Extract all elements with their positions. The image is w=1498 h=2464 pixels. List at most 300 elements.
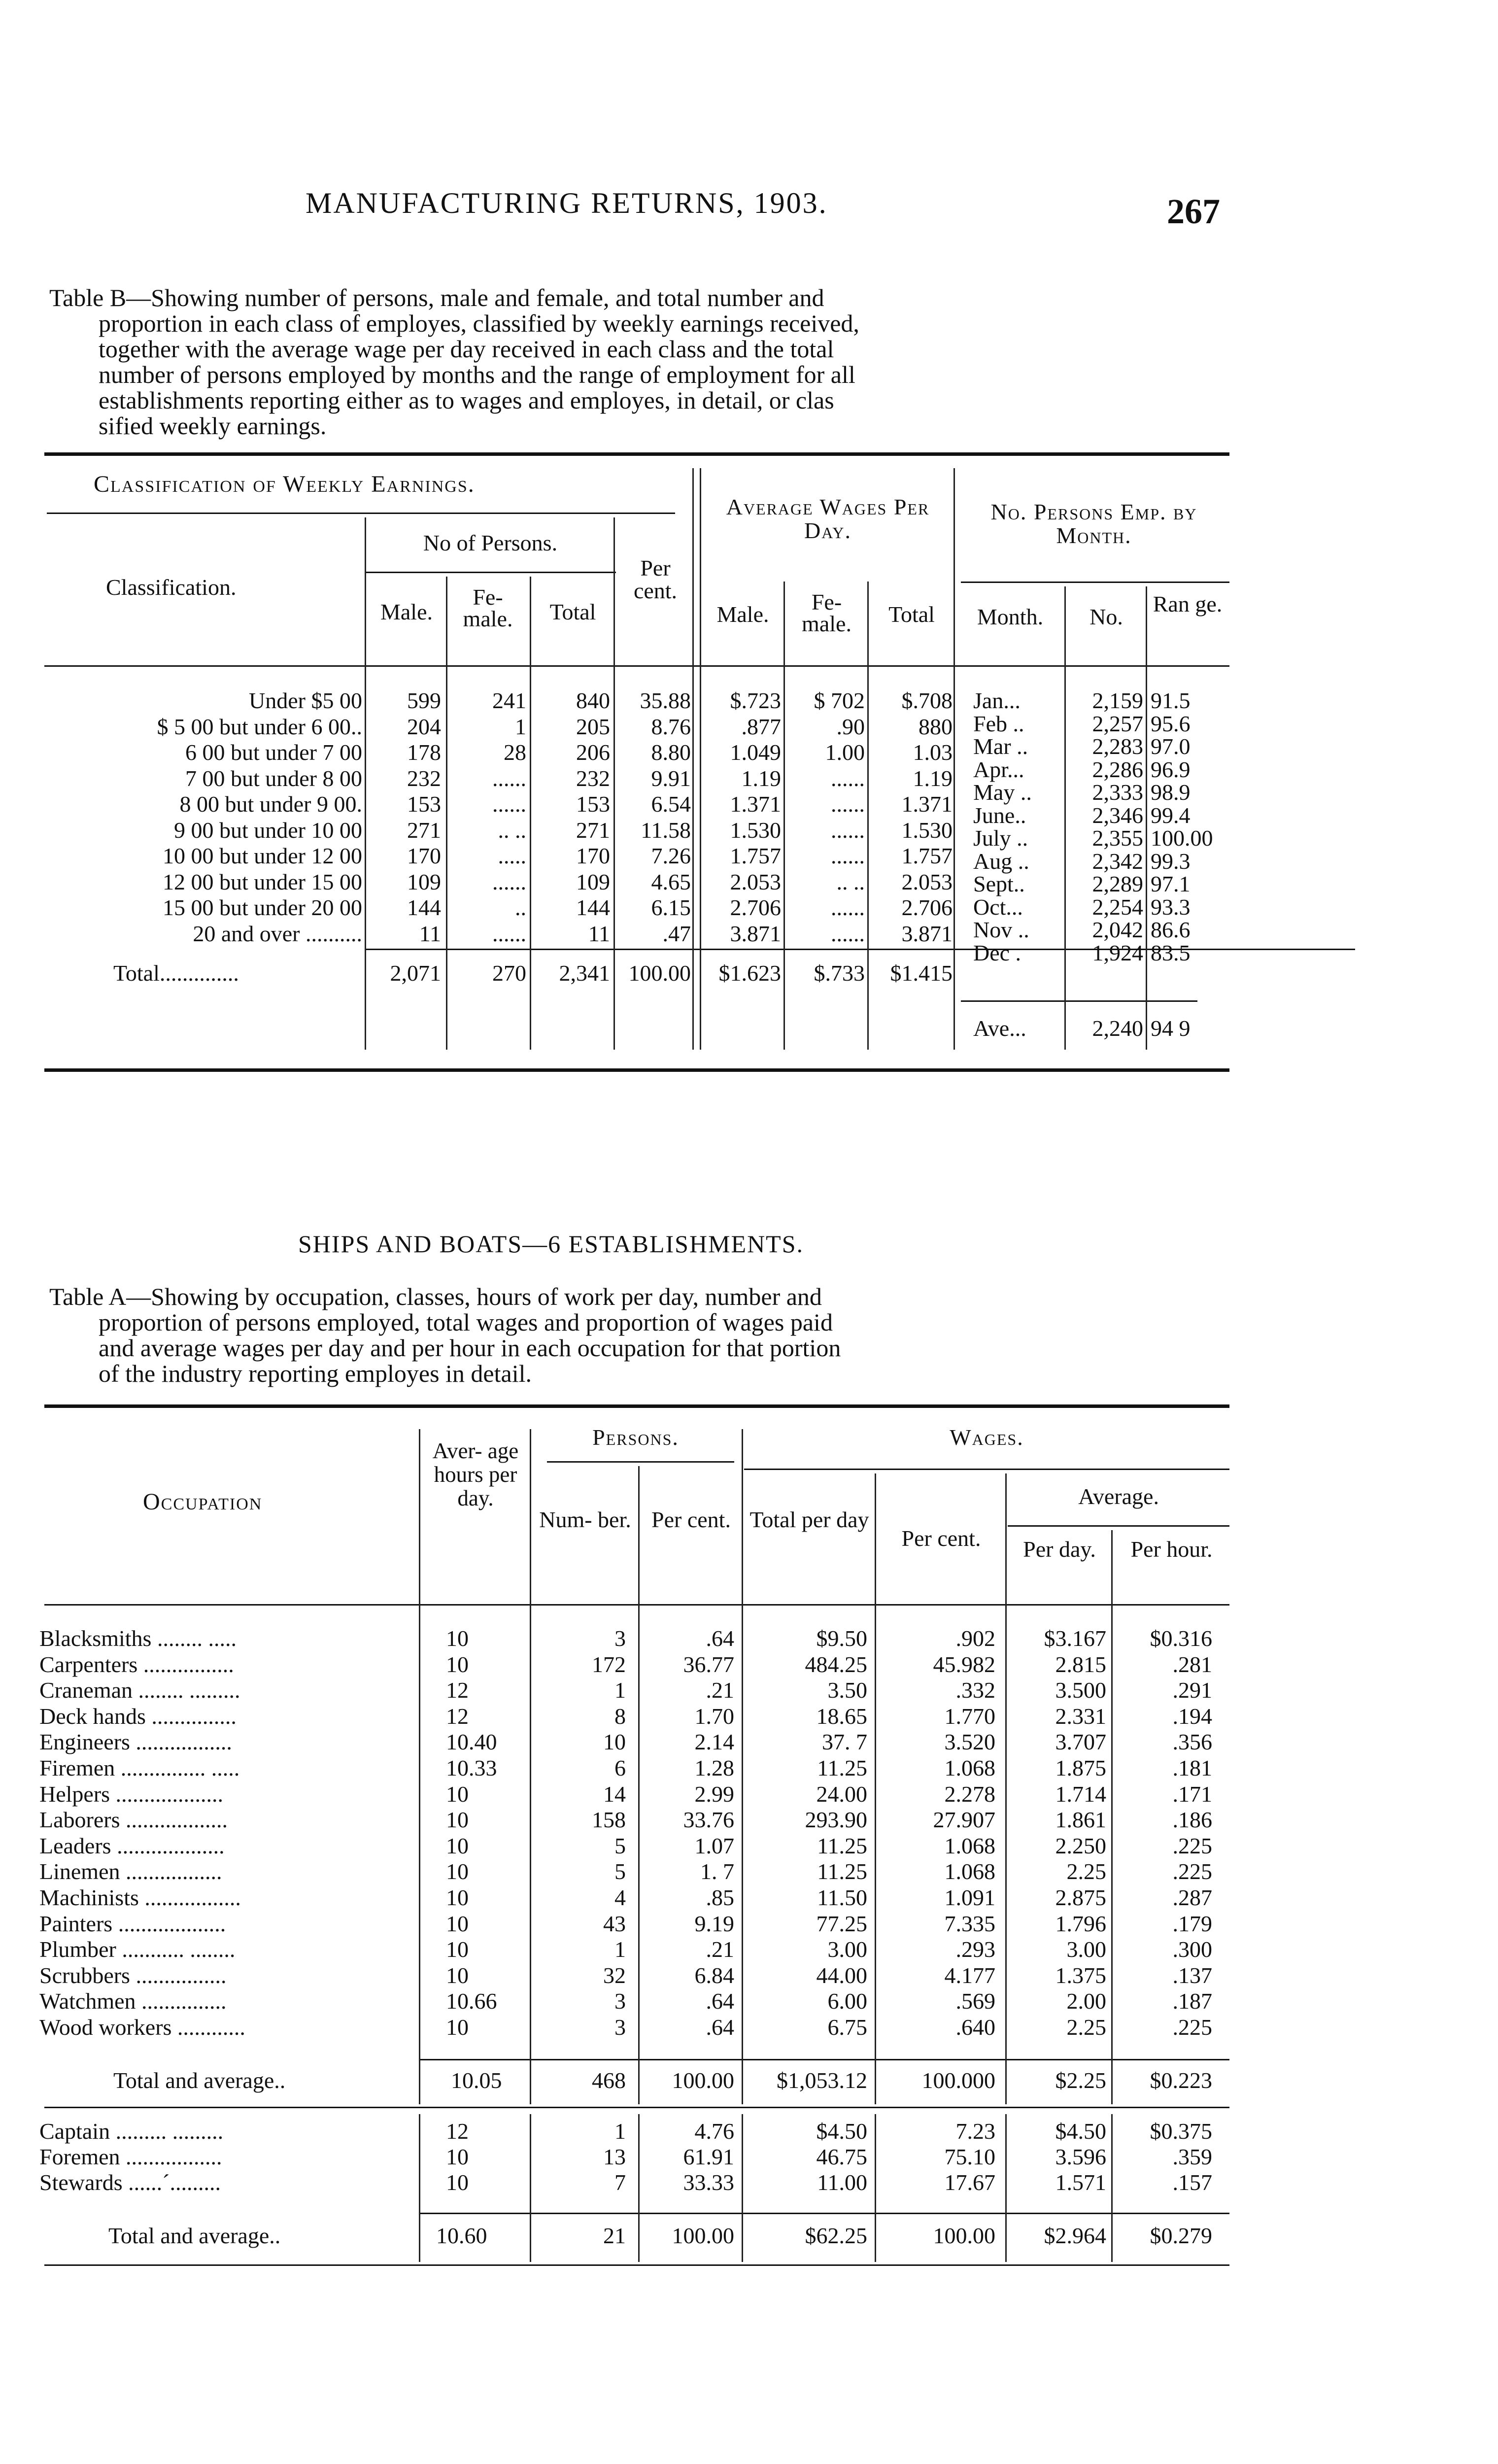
cell-hours: 10 <box>446 1937 469 1962</box>
cell-occupation: Craneman ........ ......... <box>39 1677 240 1703</box>
header-wages-per-cent: Per cent. <box>901 1526 981 1551</box>
cell-occupation: Plumber ........... ........ <box>39 1937 236 1962</box>
cell-wages-per-cent: 7.23 <box>955 2119 995 2144</box>
cell-wage-total: 880 <box>919 714 953 739</box>
cell-month: May .. <box>973 780 1032 805</box>
cell-number: 21 <box>603 2223 626 2248</box>
cell-hours: 10 <box>446 2015 469 2040</box>
cell-female: ...... <box>492 869 526 894</box>
cell-month-range: 83.5 <box>1151 940 1191 965</box>
cell-month: Aug .. <box>973 848 1029 874</box>
cell-number: 172 <box>592 1651 626 1677</box>
cell-female: 28 <box>504 740 526 765</box>
cell-male: 11 <box>419 921 441 946</box>
row-label: Total.............. <box>113 960 239 986</box>
cell-number: 8 <box>614 1703 626 1729</box>
table-b-bottom-rule <box>44 1068 1229 1072</box>
cell-per-hour: .187 <box>1172 1988 1212 2014</box>
cell-total-per-day: 18.65 <box>816 1703 867 1729</box>
cell-per-hour: .194 <box>1172 1703 1212 1729</box>
cell-month: Feb .. <box>973 711 1024 736</box>
cell-total-per-day: 11.25 <box>817 1755 867 1780</box>
header-average-wages: Average Wages Per Day. <box>726 494 930 543</box>
cell-per-cent: 4.65 <box>651 869 691 894</box>
cell-per-hour: $0.316 <box>1150 1626 1212 1651</box>
cell-wages-per-cent: 27.907 <box>933 1807 995 1833</box>
cell-wages-per-cent: .332 <box>955 1677 995 1703</box>
row-label: 20 and over .......... <box>193 921 362 946</box>
divider <box>530 1429 531 2104</box>
cell-wages-per-cent: 100.00 <box>933 2223 995 2248</box>
ships-section-title: SHIPS AND BOATS—6 ESTABLISHMENTS. <box>298 1230 804 1258</box>
cell-number: 1 <box>614 2119 626 2144</box>
cell-hours: 10 <box>446 1885 469 1910</box>
cell-month-no: 2,283 <box>1092 734 1143 759</box>
cell-occupation: Laborers .................. <box>39 1807 228 1833</box>
divider <box>638 1466 640 2104</box>
cell-hours: 10 <box>446 1651 469 1677</box>
cell-per-day: 1.571 <box>1055 2170 1106 2195</box>
cell-wages-per-cent: 7.335 <box>944 1911 995 1936</box>
cell-month-no: 1,924 <box>1092 940 1143 965</box>
cell-month: Mar .. <box>973 734 1028 759</box>
cell-hours: 12 <box>446 1703 469 1729</box>
cell-wage-total: 3.871 <box>901 921 953 946</box>
cell-per-day: 3.00 <box>1066 1937 1106 1962</box>
cell-per-day: 2.815 <box>1055 1651 1106 1677</box>
cell-month-range: 99.4 <box>1151 802 1191 828</box>
cell-occupation: Helpers ................... <box>39 1781 224 1807</box>
row-label: 7 00 but under 8 00 <box>185 765 362 791</box>
cell-per-cent: 100.00 <box>672 2068 734 2093</box>
cell-wages-per-cent: 1.091 <box>944 1885 995 1910</box>
cell-per-cent: .64 <box>706 2015 734 2040</box>
cell-number: 14 <box>603 1781 626 1807</box>
cell-per-hour: .225 <box>1172 1833 1212 1858</box>
cell-wage-total: 1.19 <box>913 765 953 791</box>
cell-total: 153 <box>576 791 610 817</box>
rule <box>365 572 616 573</box>
cell-per-day: 2.250 <box>1055 1833 1106 1858</box>
cell-month-range: 95.6 <box>1151 711 1191 736</box>
cell-wages-per-cent: 1.770 <box>944 1703 995 1729</box>
cell-month-no: 2,342 <box>1092 848 1143 874</box>
cell-per-hour: .287 <box>1172 1885 1212 1910</box>
cell-per-hour: .359 <box>1172 2144 1212 2169</box>
cell-wages-per-cent: 2.278 <box>944 1781 995 1807</box>
cell-per-cent: 33.33 <box>683 2170 734 2195</box>
cell-month: Jan... <box>973 688 1021 713</box>
cell-per-day: 1.875 <box>1055 1755 1106 1780</box>
rule <box>419 2059 1229 2060</box>
cell-wage-male: 2.053 <box>730 869 781 894</box>
cell-month-no: 2,289 <box>1092 871 1143 896</box>
cell-hours: 10 <box>446 1911 469 1936</box>
rule <box>419 2213 1229 2214</box>
caption-line: together with the average wage per day received in each class and the total <box>99 335 834 363</box>
cell-month: Nov .. <box>973 917 1029 942</box>
cell-wages-per-cent: 45.982 <box>933 1651 995 1677</box>
cell-per-cent: 7.26 <box>651 843 691 868</box>
cell-wage-female: $.733 <box>814 960 865 986</box>
cell-occupation: Stewards ......´......... <box>39 2170 221 2195</box>
row-label: 6 00 but under 7 00 <box>185 740 362 765</box>
cell-per-cent: 1.70 <box>694 1703 734 1729</box>
cell-occupation: Total and average.. <box>113 2068 286 2093</box>
cell-per-day: $4.50 <box>1055 2119 1106 2144</box>
header-per-hour: Per hour. <box>1130 1537 1213 1562</box>
cell-male: 2,071 <box>390 960 441 986</box>
header-wage-female: Fe- male. <box>802 589 851 636</box>
caption-line: number of persons employed by months and the range of employment for all <box>99 361 855 388</box>
cell-per-cent: 6.84 <box>694 1962 734 1988</box>
cell-hours: 10 <box>446 1781 469 1807</box>
cell-wage-female: ...... <box>831 843 865 868</box>
cell-total-per-day: 46.75 <box>816 2144 867 2169</box>
cell-number: 1 <box>614 1937 626 1962</box>
cell-wages-per-cent: 17.67 <box>944 2170 995 2195</box>
header-no: No. <box>1089 604 1123 629</box>
divider <box>1146 586 1147 1050</box>
cell-per-hour: .291 <box>1172 1677 1212 1703</box>
cell-hours: 10 <box>446 1807 469 1833</box>
cell-per-cent: .85 <box>706 1885 734 1910</box>
cell-wage-female: ...... <box>831 791 865 817</box>
divider <box>783 582 785 1050</box>
cell-per-cent: 100.00 <box>628 960 691 986</box>
cell-per-hour: .356 <box>1172 1729 1212 1755</box>
cell-hours: 10 <box>446 1962 469 1988</box>
cell-wage-total: $.708 <box>901 688 953 713</box>
cell-total-per-day: 11.50 <box>817 1885 867 1910</box>
header-occupation: Occupation <box>143 1489 263 1515</box>
row-label: 8 00 but under 9 00. <box>179 791 362 817</box>
divider <box>1111 2114 1113 2262</box>
cell-month: Sept.. <box>973 871 1025 896</box>
cell-hours: 12 <box>446 2119 469 2144</box>
cell-per-cent: .21 <box>706 1937 734 1962</box>
cell-total-per-day: 6.75 <box>827 2015 867 2040</box>
cell-total: 11 <box>588 921 610 946</box>
caption-line: of the industry reporting employes in detail. <box>99 1360 532 1387</box>
cell-month-range: 99.3 <box>1151 848 1191 874</box>
cell-month-no: 2,333 <box>1092 780 1143 805</box>
cell-per-day: $3.167 <box>1044 1626 1106 1651</box>
cell-total: 205 <box>576 714 610 739</box>
cell-per-cent: 9.19 <box>694 1911 734 1936</box>
cell-per-cent: 4.76 <box>694 2119 734 2144</box>
row-label: $ 5 00 but under 6 00.. <box>157 714 362 739</box>
rule <box>47 513 675 514</box>
cell-female: ...... <box>492 791 526 817</box>
rule <box>1008 1525 1229 1527</box>
divider <box>875 1473 876 2104</box>
cell-occupation: Machinists ................. <box>39 1885 241 1910</box>
cell-wage-total: 1.03 <box>913 740 953 765</box>
cell-number: 1 <box>614 1677 626 1703</box>
rule <box>547 1461 734 1463</box>
cell-month: Oct... <box>973 894 1023 920</box>
cell-per-day: 1.375 <box>1055 1962 1106 1988</box>
cell-number: 5 <box>614 1859 626 1884</box>
cell-occupation: Engineers ................. <box>39 1729 232 1755</box>
cell-female: .. .. <box>498 817 526 843</box>
cell-female: ...... <box>492 921 526 946</box>
divider <box>1111 1530 1113 2104</box>
cell-female: ..... <box>498 843 526 868</box>
cell-per-cent: 35.88 <box>640 688 691 713</box>
cell-wage-female: .. .. <box>836 869 865 894</box>
cell-per-hour: .225 <box>1172 2015 1212 2040</box>
caption-line: Table B—Showing number of persons, male and female, and total number and <box>49 284 824 311</box>
row-label: 12 00 but under 15 00 <box>162 869 362 894</box>
cell-per-cent: 61.91 <box>683 2144 734 2169</box>
cell-per-hour: .281 <box>1172 1651 1212 1677</box>
header-wage-male: Male. <box>716 602 769 627</box>
cell-occupation: Linemen ................. <box>39 1859 222 1884</box>
ships-caption <box>49 1284 1225 1386</box>
cell-per-cent: 2.99 <box>694 1781 734 1807</box>
cell-per-cent: 1.28 <box>694 1755 734 1780</box>
caption-line: proportion in each class of employes, classified by weekly earnings received, <box>99 309 859 337</box>
cell-total-per-day: 44.00 <box>816 1962 867 1988</box>
divider <box>1005 1473 1007 2104</box>
header-total-per-day: Total per day <box>749 1507 869 1532</box>
cell-per-day: 3.500 <box>1055 1677 1106 1703</box>
cell-month-no: 2,286 <box>1092 756 1143 782</box>
cell-occupation: Leaders ................... <box>39 1833 225 1858</box>
cell-wage-female: $ 702 <box>814 688 865 713</box>
cell-month-no: 2,159 <box>1092 688 1143 713</box>
cell-per-day: $2.964 <box>1044 2223 1106 2248</box>
cell-per-hour: $0.375 <box>1150 2119 1212 2144</box>
cell-male: 232 <box>407 765 441 791</box>
cell-occupation: Wood workers ............ <box>39 2015 245 2040</box>
cell-total-per-day: 77.25 <box>816 1911 867 1936</box>
cell-per-day: 1.796 <box>1055 1911 1106 1936</box>
cell-per-day: 2.25 <box>1066 1859 1106 1884</box>
cell-wages-per-cent: .569 <box>955 1988 995 2014</box>
cell-female: .. <box>515 895 526 920</box>
cell-wage-total: 1.530 <box>901 817 953 843</box>
cell-per-cent: 33.76 <box>683 1807 734 1833</box>
cell-hours: 10 <box>446 2170 469 2195</box>
cell-total-per-day: 11.25 <box>817 1859 867 1884</box>
divider <box>1064 586 1066 1050</box>
cell-month: June.. <box>973 802 1026 828</box>
cell-total-per-day: 3.00 <box>827 1937 867 1962</box>
cell-per-hour: .137 <box>1172 1962 1212 1988</box>
ships-top-rule <box>44 1404 1229 1408</box>
divider <box>953 468 955 1050</box>
cell-per-cent: 1. 7 <box>700 1859 734 1884</box>
cell-hours: 10.05 <box>451 2068 502 2093</box>
header-avg-hours: Aver- age hours per day. <box>432 1438 519 1510</box>
divider <box>530 2114 531 2262</box>
cell-male: 204 <box>407 714 441 739</box>
divider <box>613 517 615 1050</box>
cell-per-day: 3.596 <box>1055 2144 1106 2169</box>
cell-male: 109 <box>407 869 441 894</box>
cell-per-cent: 9.91 <box>651 765 691 791</box>
cell-total-per-day: 11.25 <box>817 1833 867 1858</box>
cell-per-day: $2.25 <box>1055 2068 1106 2093</box>
cell-hours: 12 <box>446 1677 469 1703</box>
cell-male: 599 <box>407 688 441 713</box>
cell-per-hour: $0.223 <box>1150 2068 1212 2093</box>
cell-wage-total: $1.415 <box>890 960 953 986</box>
cell-occupation: Painters ................... <box>39 1911 226 1936</box>
cell-per-hour: .171 <box>1172 1781 1212 1807</box>
cell-number: 5 <box>614 1833 626 1858</box>
header-per-day: Per day. <box>1023 1537 1096 1562</box>
divider <box>742 2114 743 2262</box>
cell-hours: 10 <box>446 1833 469 1858</box>
cell-month-range: 100.00 <box>1151 825 1213 851</box>
cell-wage-male: 3.871 <box>730 921 781 946</box>
cell-total-per-day: 37. 7 <box>822 1729 867 1755</box>
cell-wages-per-cent: 4.177 <box>944 1962 995 1988</box>
cell-total: 2,341 <box>559 960 610 986</box>
caption-line: and average wages per day and per hour in each occupation for that portion <box>99 1334 841 1362</box>
cell-total: 232 <box>576 765 610 791</box>
divider <box>530 577 531 1050</box>
cell-occupation: Captain ......... ......... <box>39 2119 224 2144</box>
cell-per-day: 2.25 <box>1066 2015 1106 2040</box>
cell-wages-per-cent: 3.520 <box>944 1729 995 1755</box>
cell-wage-male: 1.049 <box>730 740 781 765</box>
cell-wage-total: 1.371 <box>901 791 953 817</box>
row-label: 9 00 but under 10 00 <box>173 817 362 843</box>
cell-per-cent: 2.14 <box>694 1729 734 1755</box>
cell-per-cent: 36.77 <box>683 1651 734 1677</box>
cell-wage-female: ...... <box>831 921 865 946</box>
cell-total-per-day: 24.00 <box>816 1781 867 1807</box>
cell-total-per-day: $9.50 <box>816 1626 867 1651</box>
header-male: Male. <box>380 599 433 624</box>
cell-occupation: Blacksmiths ........ ..... <box>39 1626 237 1651</box>
cell-number: 3 <box>614 1988 626 2014</box>
cell-number: 43 <box>603 1911 626 1936</box>
divider <box>446 577 447 1050</box>
table-b-header-rule <box>44 665 1229 667</box>
divider <box>875 2114 876 2262</box>
cell-number: 10 <box>603 1729 626 1755</box>
cell-per-cent: .47 <box>662 921 691 946</box>
cell-wages-per-cent: .293 <box>955 1937 995 1962</box>
cell-per-cent: 6.15 <box>651 895 691 920</box>
cell-per-hour: .181 <box>1172 1755 1212 1780</box>
cell-month-range: 96.9 <box>1151 756 1191 782</box>
header-number: Num- ber. <box>539 1507 631 1532</box>
rule <box>44 2264 1229 2266</box>
divider <box>692 468 694 1050</box>
cell-occupation: Foremen ................. <box>39 2144 222 2169</box>
header-female: Fe- male. <box>463 584 513 631</box>
caption-line: proportion of persons employed, total wages and proportion of wages paid <box>99 1308 833 1336</box>
divider <box>638 2114 640 2262</box>
cell-per-cent: .64 <box>706 1626 734 1651</box>
cell-wage-female: ...... <box>831 765 865 791</box>
cell-month-no: 2,042 <box>1092 917 1143 942</box>
row-label: 10 00 but under 12 00 <box>162 843 362 868</box>
cell-total-per-day: 6.00 <box>827 1988 867 2014</box>
cell-month-range: 98.9 <box>1151 780 1191 805</box>
header-average: Average. <box>1078 1484 1159 1509</box>
cell-hours: 10 <box>446 1859 469 1884</box>
cell-per-hour: .300 <box>1172 1937 1212 1962</box>
cell-month-no: 2,355 <box>1092 825 1143 851</box>
cell-per-hour: .157 <box>1172 2170 1212 2195</box>
cell-per-day: 3.707 <box>1055 1729 1106 1755</box>
cell-wage-male: 1.371 <box>730 791 781 817</box>
cell-month-range: 97.0 <box>1151 734 1191 759</box>
cell-hours: 10 <box>446 2144 469 2169</box>
cell-month-no: 2,240 <box>1092 1016 1143 1041</box>
cell-female: 241 <box>492 688 526 713</box>
cell-wage-male: 1.19 <box>741 765 781 791</box>
rule <box>744 1469 1229 1470</box>
cell-month: Apr... <box>973 756 1024 782</box>
cell-per-day: 2.331 <box>1055 1703 1106 1729</box>
cell-occupation: Scrubbers ................ <box>39 1962 227 1988</box>
cell-number: 13 <box>603 2144 626 2169</box>
cell-male: 170 <box>407 843 441 868</box>
cell-number: 6 <box>614 1755 626 1780</box>
cell-wage-male: .877 <box>741 714 781 739</box>
header-classification-group: Classification of Weekly Earnings. <box>94 471 475 497</box>
row-label: 15 00 but under 20 00 <box>162 895 362 920</box>
cell-per-hour: .179 <box>1172 1911 1212 1936</box>
cell-wages-per-cent: 75.10 <box>944 2144 995 2169</box>
cell-occupation: Watchmen ............... <box>39 1988 227 2014</box>
divider <box>867 582 869 1050</box>
cell-month-range: 91.5 <box>1151 688 1191 713</box>
cell-wage-male: $.723 <box>730 688 781 713</box>
cell-per-cent: .21 <box>706 1677 734 1703</box>
cell-total: 840 <box>576 688 610 713</box>
header-total: Total <box>549 599 596 624</box>
rule <box>961 582 1229 583</box>
cell-wage-total: 2.053 <box>901 869 953 894</box>
cell-wages-per-cent: 1.068 <box>944 1833 995 1858</box>
cell-number: 3 <box>614 1626 626 1651</box>
cell-total-per-day: $1,053.12 <box>777 2068 867 2093</box>
table-b-top-rule <box>44 452 1229 456</box>
cell-wage-male: 1.757 <box>730 843 781 868</box>
cell-total-per-day: 484.25 <box>805 1651 867 1677</box>
cell-female: 1 <box>515 714 526 739</box>
cell-female: ...... <box>492 765 526 791</box>
header-persons-emp: No. Persons Emp. by Month. <box>990 499 1197 548</box>
cell-month: Dec . <box>973 940 1021 965</box>
divider <box>742 1429 743 2104</box>
cell-per-hour: .186 <box>1172 1807 1212 1833</box>
cell-month-range: 97.1 <box>1151 871 1191 896</box>
cell-wage-female: ...... <box>831 817 865 843</box>
cell-per-cent: 1.07 <box>694 1833 734 1858</box>
divider <box>419 1429 420 2104</box>
cell-hours: 10.33 <box>446 1755 497 1780</box>
cell-number: 7 <box>614 2170 626 2195</box>
cell-month: July .. <box>973 825 1028 851</box>
cell-month-no: 2,346 <box>1092 802 1143 828</box>
ships-header-rule <box>44 1604 1229 1606</box>
cell-total: 144 <box>576 895 610 920</box>
cell-total-per-day: $62.25 <box>805 2223 867 2248</box>
cell-male: 178 <box>407 740 441 765</box>
cell-number: 32 <box>603 1962 626 1988</box>
